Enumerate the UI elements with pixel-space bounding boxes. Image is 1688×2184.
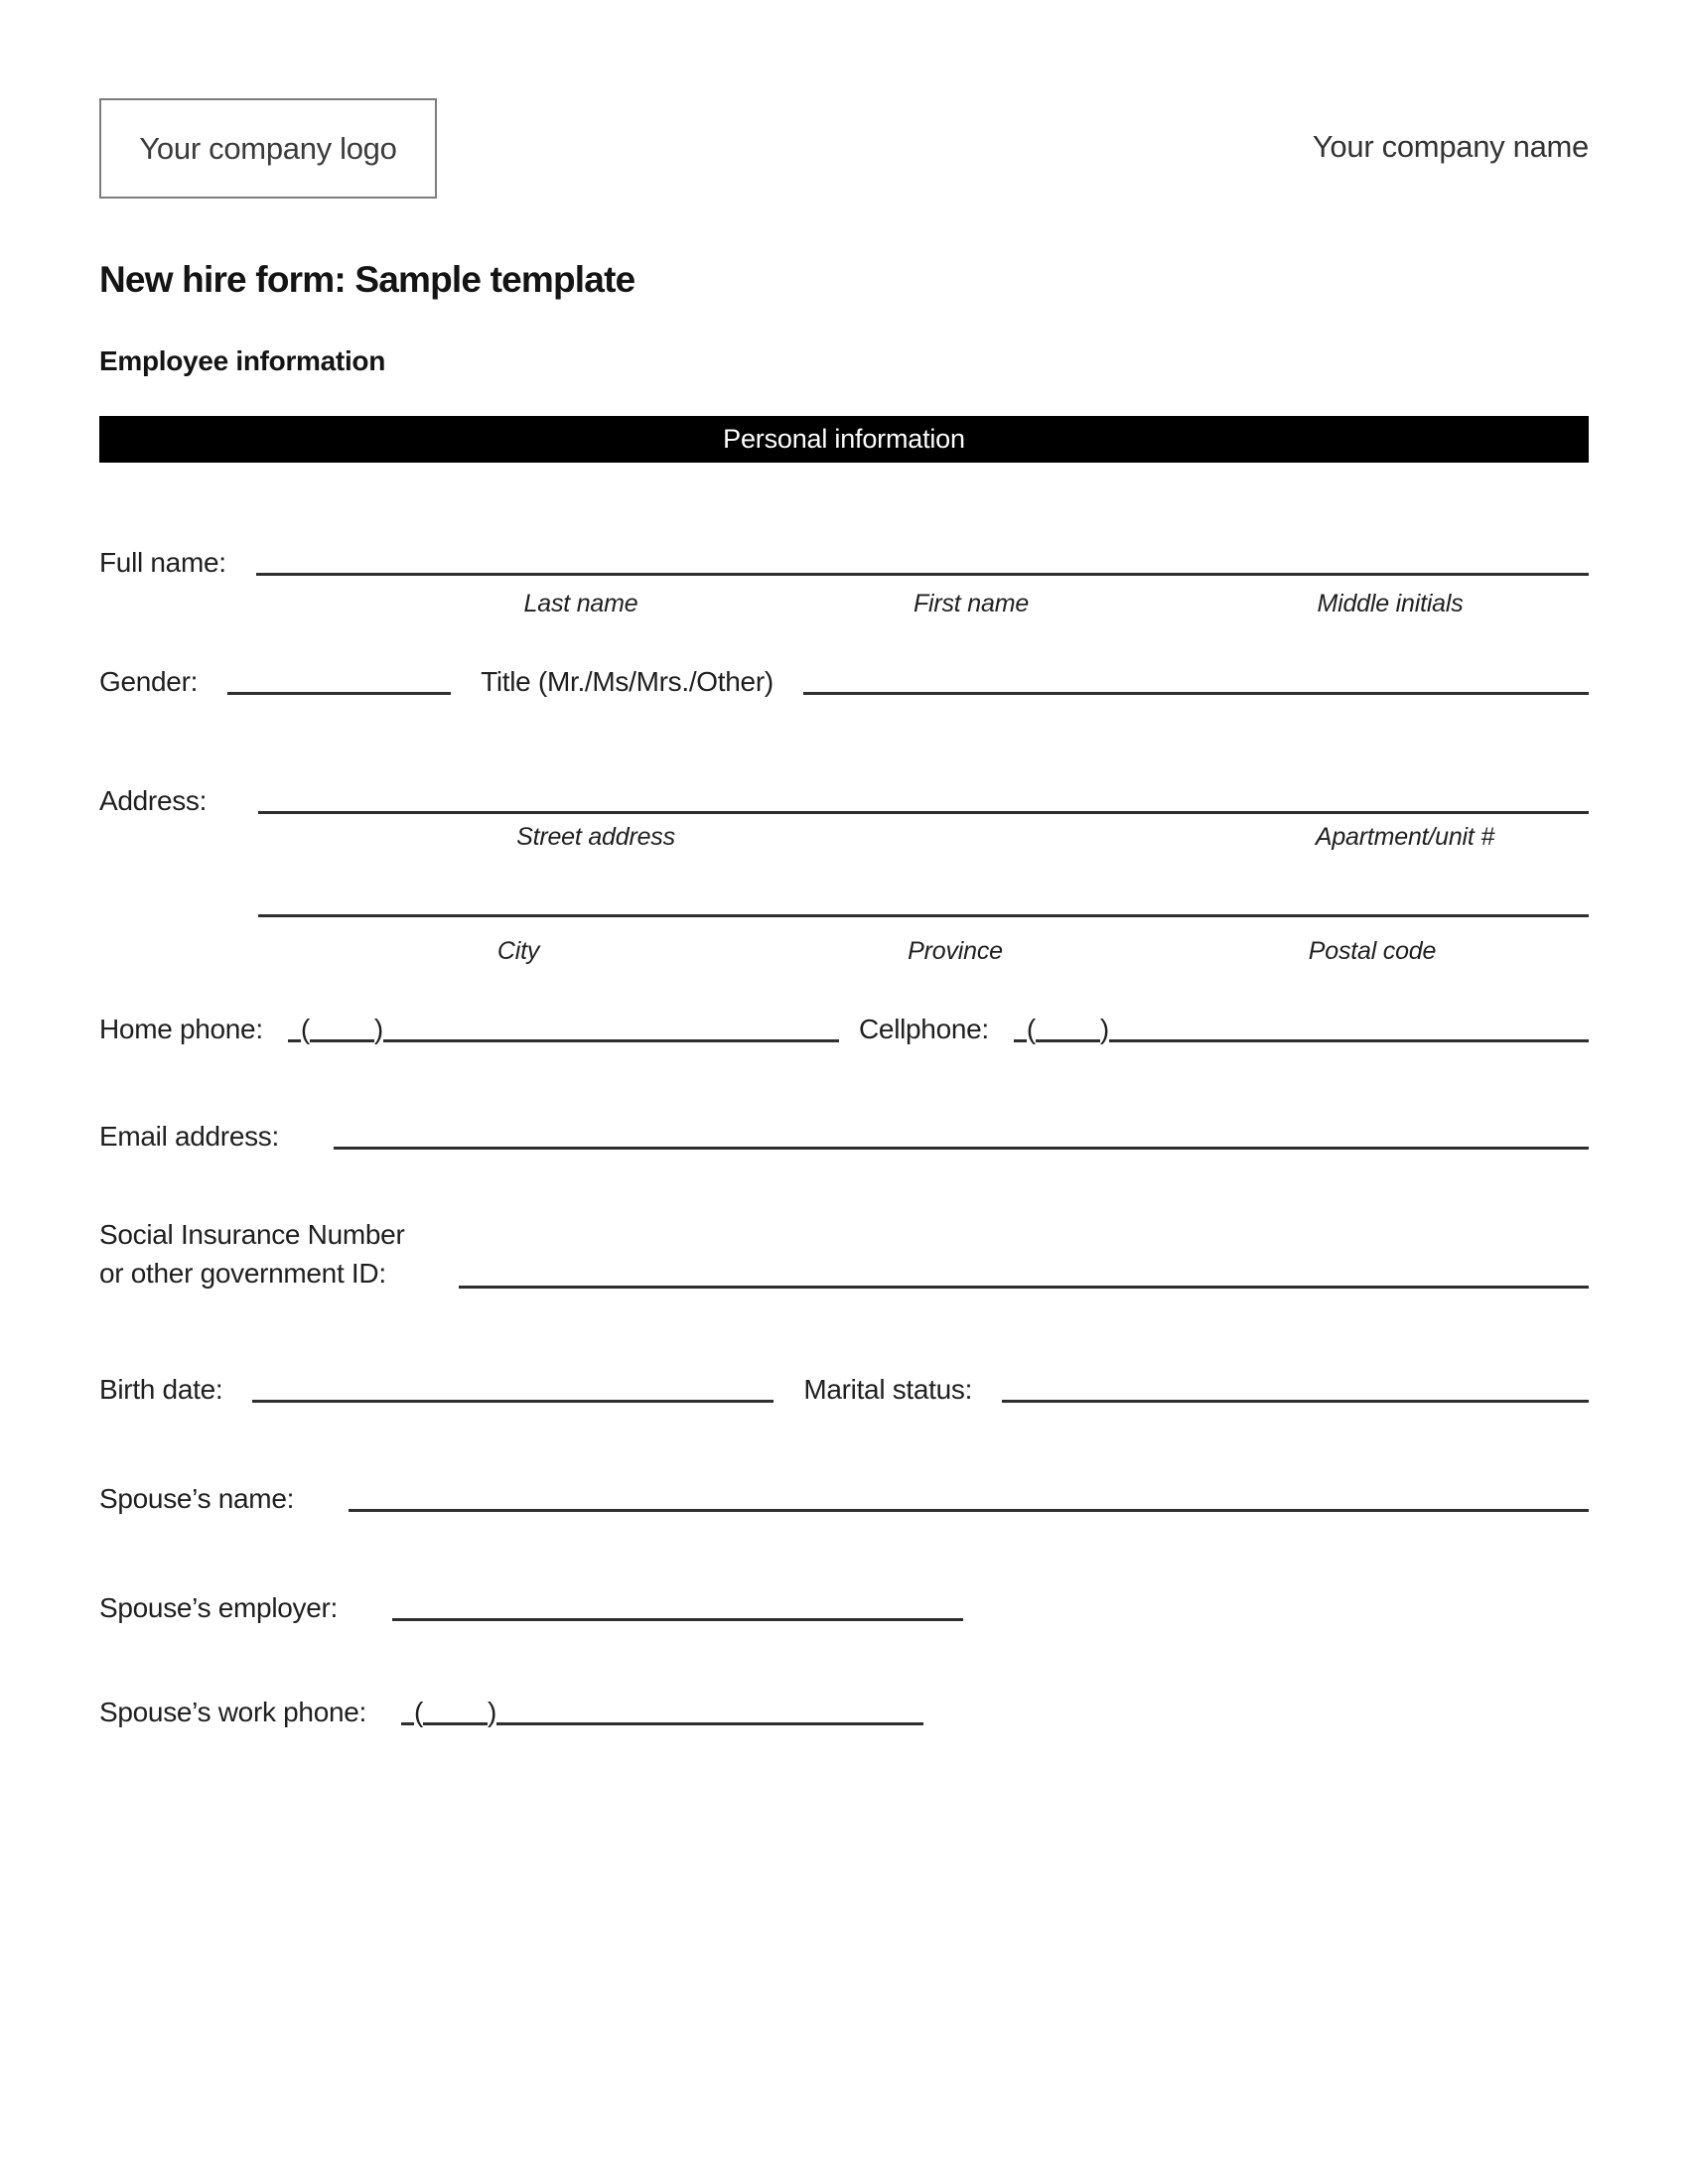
government-id-label: [99, 1215, 404, 1293]
birth-date-input-line[interactable]: [252, 1400, 774, 1403]
full-name-label: Full name:: [99, 547, 226, 578]
cellphone-open-paren: (: [1026, 1014, 1036, 1044]
spouse-work-phone-open-paren: (: [414, 1697, 424, 1727]
home-phone-close-paren: ): [373, 1014, 383, 1044]
field-row-email: [99, 1118, 1589, 1154]
home-phone-blank[interactable]: [288, 1013, 839, 1046]
company-name: Your company name: [1312, 129, 1589, 164]
spouse-name-input-line[interactable]: [349, 1509, 1589, 1512]
home-phone-lead-line[interactable]: [288, 1039, 301, 1042]
spouse-work-phone-close-paren: ): [488, 1697, 497, 1727]
address-line1-sublabels: [99, 823, 1589, 853]
sublabel-last-name: Last name: [523, 590, 638, 617]
cellphone-number-line[interactable]: [1109, 1039, 1589, 1042]
field-row-gender-title: [99, 663, 1589, 699]
address-line2-sublabels: [99, 937, 1589, 967]
field-row-full-name: [99, 544, 1589, 580]
spouse-employer-label: Spouse’s employer:: [99, 1592, 338, 1623]
cellphone-lead-line[interactable]: [1014, 1039, 1027, 1042]
field-row-address-line2: [258, 886, 1589, 921]
email-input-line[interactable]: [334, 1147, 1589, 1150]
marital-status-label: Marital status:: [803, 1374, 973, 1405]
government-id-label-line2: or other government ID:: [99, 1258, 386, 1289]
gender-label: Gender:: [99, 666, 199, 697]
cellphone-label: Cellphone:: [859, 1014, 989, 1044]
full-name-input-line[interactable]: [256, 573, 1589, 576]
spouse-name-label: Spouse’s name:: [99, 1483, 295, 1514]
sublabel-postal-code: Postal code: [1308, 937, 1437, 965]
spouse-work-phone-number-line[interactable]: [496, 1722, 923, 1725]
field-row-spouse-name: [99, 1480, 1589, 1516]
city-province-postal-input-line[interactable]: [258, 914, 1589, 917]
government-id-input-line[interactable]: [459, 1286, 1589, 1289]
field-row-address: [99, 782, 1589, 818]
home-phone-group: [99, 1013, 839, 1046]
email-label: Email address:: [99, 1121, 279, 1152]
home-phone-open-paren: (: [300, 1014, 310, 1044]
title-label: Title (Mr./Ms/Mrs./Other): [481, 666, 774, 697]
full-name-sublabels: [99, 590, 1589, 619]
field-row-birth-marital: [99, 1371, 1589, 1407]
section-heading-employee-information: Employee information: [99, 345, 386, 376]
personal-information-bar-title: Personal information: [723, 424, 965, 454]
title-input-line[interactable]: [803, 692, 1589, 695]
birth-date-label: Birth date:: [99, 1374, 223, 1405]
address-label: Address:: [99, 785, 208, 816]
sublabel-first-name: First name: [913, 590, 1030, 617]
sublabel-province: Province: [908, 937, 1003, 965]
home-phone-number-line[interactable]: [383, 1039, 839, 1042]
spouse-work-phone-blank[interactable]: [401, 1696, 923, 1729]
field-row-spouse-employer: [99, 1589, 1589, 1625]
home-phone-area-code-line[interactable]: [310, 1039, 374, 1042]
government-id-label-line1: Social Insurance Number: [99, 1219, 405, 1250]
cellphone-close-paren: ): [1099, 1014, 1109, 1044]
cellphone-group: [859, 1013, 1589, 1046]
page-title: New hire form: Sample template: [99, 259, 635, 300]
field-row-spouse-work-phone: [99, 1694, 1589, 1729]
cellphone-area-code-line[interactable]: [1036, 1039, 1100, 1042]
cellphone-blank[interactable]: [1014, 1013, 1589, 1046]
spouse-employer-input-line[interactable]: [392, 1618, 963, 1621]
field-row-phones: [99, 1011, 1589, 1046]
company-logo-placeholder: [99, 98, 437, 199]
home-phone-label: Home phone:: [99, 1014, 263, 1044]
spouse-work-phone-lead-line[interactable]: [401, 1722, 414, 1725]
sublabel-apartment-unit: Apartment/unit #: [1315, 823, 1495, 851]
spouse-work-phone-area-code-line[interactable]: [423, 1722, 488, 1725]
sublabel-city: City: [496, 937, 540, 965]
gender-input-line[interactable]: [227, 692, 451, 695]
company-logo-text: Your company logo: [139, 130, 397, 166]
sublabel-middle-initials: Middle initials: [1317, 590, 1464, 617]
spouse-work-phone-label: Spouse’s work phone:: [99, 1697, 366, 1727]
street-address-input-line[interactable]: [258, 811, 1589, 814]
sublabel-street-address: Street address: [516, 823, 675, 851]
personal-information-bar: [99, 416, 1589, 463]
field-row-government-id: [99, 1215, 1589, 1293]
marital-status-input-line[interactable]: [1002, 1400, 1589, 1403]
